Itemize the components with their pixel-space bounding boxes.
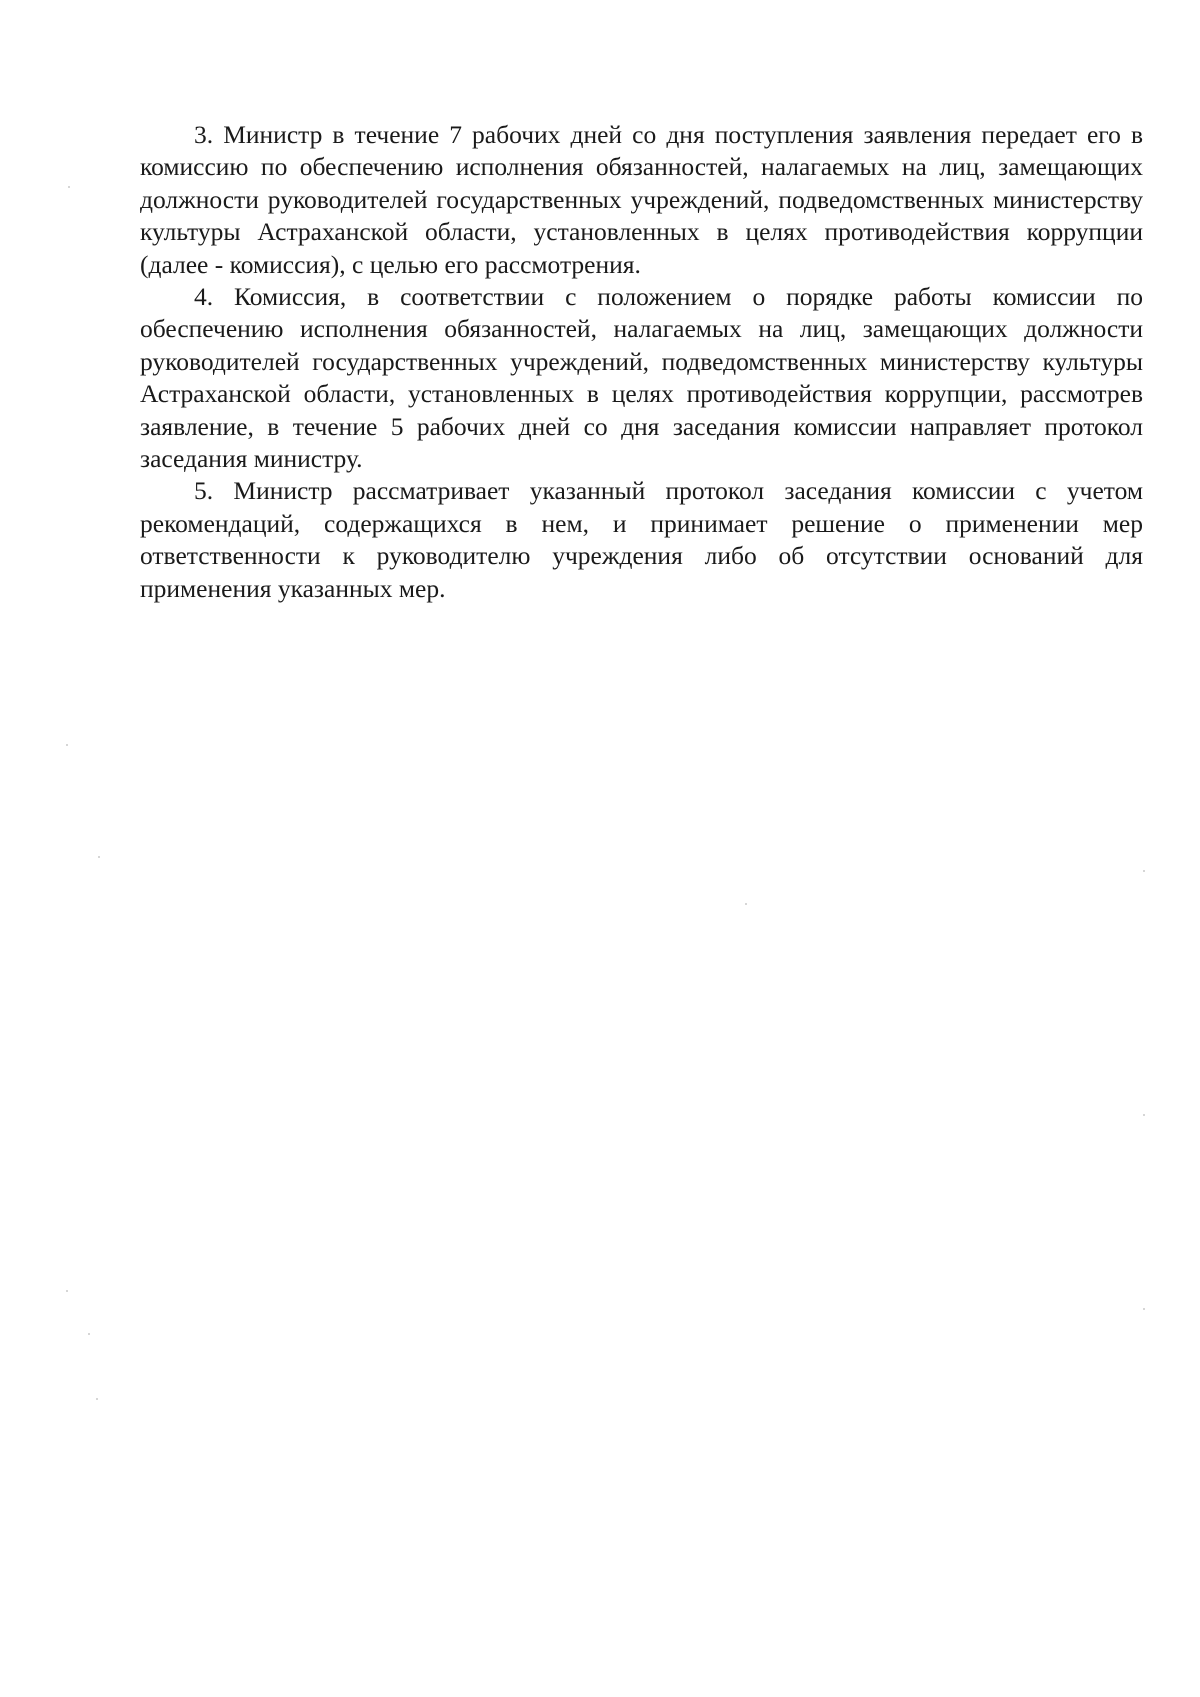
paragraph-5: 5. Министр рассматривает указанный протокол заседания комиссии с учетом рекомендаций, содержащихся в нем, и принимает решение о применении мер ответственности к руководителю учреждения либо об отсутствии оснований для применения указанных мер. <box>140 476 1143 603</box>
scan-speck <box>98 856 100 858</box>
scan-speck <box>96 1398 98 1400</box>
scan-speck <box>1143 1114 1145 1116</box>
scan-speck <box>66 744 68 746</box>
paragraph-4: 4. Комиссия, в соответствии с положением о порядке работы комиссии по обеспечению исполнения обязанностей, налагаемых на лиц, замещающих должности руководителей государственных учреждений, подведомственных министерству культуры Астраханской области, установленных в целях противодействия коррупции, рассмотрев заявление, в течение 5 рабочих дней со дня заседания комиссии направляет протокол заседания министру. <box>140 282 1143 474</box>
scan-speck <box>745 903 747 905</box>
scan-speck <box>1143 1308 1145 1310</box>
scan-speck <box>88 1333 90 1335</box>
paragraph-3: 3. Министр в течение 7 рабочих дней со дня поступления заявления передает его в комиссию по обеспечению исполнения обязанностей, налагаемых на лиц, замещающих должности руководителей государственных учреждений, подведомственных министерству культуры Астраханской области, установленных в целях противодействия коррупции (далее - комиссия), с целью его рассмотрения. <box>140 120 1143 279</box>
scan-speck <box>66 1290 68 1292</box>
scan-speck <box>68 186 70 188</box>
document-body <box>140 119 1143 605</box>
scan-speck <box>1143 870 1145 872</box>
